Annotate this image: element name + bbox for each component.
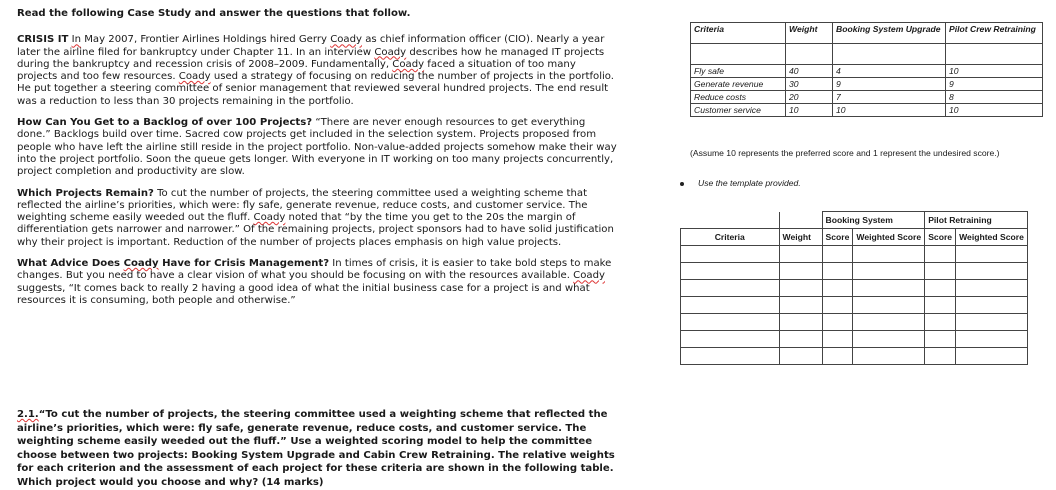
crisis-paragraph: CRISIS IT In May 2007, Frontier Airlines Holdings hired Gerry Coady as chief information officer (CIO). Nearly a year later the airline filed for bankruptcy under Chapter 11. In an interview Coady describes how he managed IT projects during the bankruptcy and recession crisis of 2008–2009. Fundamentally, Coady faced a situation of too many projects and too few resources. Coady used a strategy of focusing on reducing the number of projects in the portfolio. He put together a steering committee of senior management that reviewed several hundred projects. The end result was a reduction to less than 30 projects remaining in the portfolio.: [17, 34, 615, 107]
backlog-label: How Can You Get to a Backlog of over 100 Projects?: [17, 117, 313, 129]
table-row: Reduce costs 20 7 8: [691, 91, 1043, 104]
question-text: “To cut the number of projects, the steering committee used a weighting scheme that reflected the airline’s priorities, which were: fly safe, generate revenue, reduce costs, and customer service. The weighting scheme easily weeded out the fluff.” Use a weighted scoring model to help the committee choose between two projects: Booking System Upgrade and Cabin Crew Retraining. The relative weights for each criterion and the assessment of each project for these criteria are shown in the following table. Which project would you choose and why? (14 marks): [17, 409, 615, 489]
table-row: Customer service 10 10 10: [691, 104, 1043, 117]
template-row[interactable]: [681, 246, 1028, 263]
template-row[interactable]: [681, 297, 1028, 314]
template-header: Criteria Weight Score Weighted Score Score Weighted Score: [681, 229, 1028, 246]
template-bullet: Use the template provided.: [680, 178, 801, 188]
question-number: 2.1.: [17, 409, 39, 421]
crisis-label: CRISIS IT: [17, 34, 69, 46]
criteria-table-header: Criteria Weight Booking System Upgrade Pilot Crew Retraining: [691, 23, 1043, 44]
template-row[interactable]: [681, 280, 1028, 297]
bullet-icon: [680, 182, 684, 186]
template-row[interactable]: [681, 331, 1028, 348]
template-row[interactable]: [681, 263, 1028, 280]
table-row: Generate revenue 30 9 9: [691, 78, 1043, 91]
template-row[interactable]: [681, 348, 1028, 365]
template-group-header: Booking System Pilot Retraining: [681, 212, 1028, 229]
template-table: [680, 211, 1028, 365]
question-2-1: [17, 408, 617, 490]
criteria-table: [690, 22, 1043, 117]
advice-paragraph: What Advice Does Coady Have for Crisis Management? In times of crisis, it is easier to take bold steps to make changes. But you need to have a clear vision of what you should be focusing on with the resources available. Coady suggests, “It comes back to really 2 having a good idea of what the initial business case for a project is and what resources it is consuming, both people and otherwise.”: [17, 258, 612, 306]
remain-paragraph: Which Projects Remain? To cut the number of projects, the steering committee used a weighting scheme that reflected the airline’s priorities, which were: fly safe, generate revenue, reduce costs, and customer service. The weighting scheme easily weeded out the fluff. Coady noted that “by the time you get to the 20s the margin of differentiation gets narrower and narrower.” Of the remaining projects, project sponsors had to have solid justification why their project is important. Reduction of the number of projects places emphasis on high value projects.: [17, 187, 614, 248]
template-row[interactable]: [681, 314, 1028, 331]
instruction-heading: Read the following Case Study and answer the questions that follow.: [17, 8, 411, 19]
backlog-paragraph: How Can You Get to a Backlog of over 100 Projects? “There are never enough resources to get everything done.” Backlogs build over time. Sacred cow projects get included in the selection system. Projects proposed from people who have left the airline still reside in the project portfolio. Non-value-added projects somehow make their way into the project portfolio. Soon the queue gets longer. With everyone in IT working on too many projects concurrently, project completion and productivity are slow.: [17, 117, 617, 178]
remain-label: Which Projects Remain?: [17, 187, 154, 199]
table-row: Fly safe 40 4 10: [691, 65, 1043, 78]
score-note: (Assume 10 represents the preferred score and 1 represent the undesired score.): [690, 148, 1000, 158]
case-study-text: [17, 8, 617, 316]
advice-label: What Advice Does Coady Have for Crisis Management?: [17, 258, 330, 270]
